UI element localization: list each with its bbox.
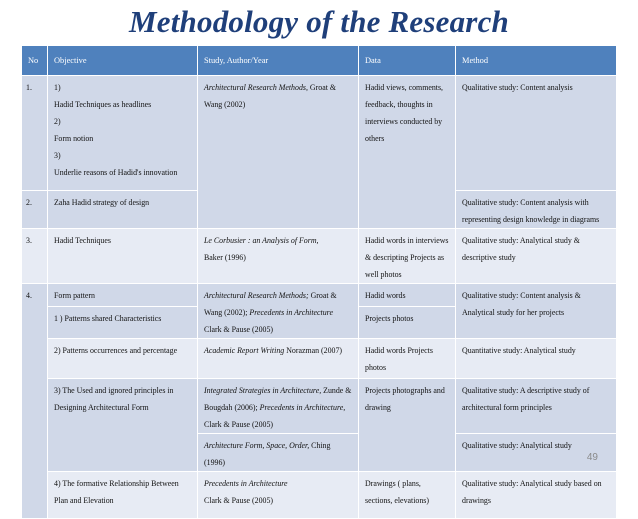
slide-title: Methodology of the Research [129, 4, 509, 39]
data-cell: Hadid words Projects photos [359, 339, 456, 379]
study-cell: Architectural Research Methods; Groat & Wang (2002); Precedents in Architecture Clark & Pause (2005) [198, 284, 359, 339]
table-row [22, 284, 617, 307]
objective-cell: Zaha Hadid strategy of design [48, 191, 198, 229]
row-number: 3. [22, 229, 48, 284]
data-cell: Drawings ( plans, sections, elevations) [359, 472, 456, 519]
header-study: Study, Author/Year [198, 46, 359, 76]
method-cell: Qualitative study: A descriptive study of architectural form principles [456, 379, 617, 434]
objective-cell: Hadid Techniques [48, 229, 198, 284]
objective-cell: 4) The formative Relationship Between Plan and Elevation [48, 472, 198, 519]
table-row [22, 76, 617, 191]
method-cell: Qualitative study: Content analysis & Analytical study for her projects [456, 284, 617, 339]
row-number: 2. [22, 191, 48, 229]
data-cell: Projects photos [359, 306, 456, 338]
row-number: 1. [22, 76, 48, 191]
objective-item: 1)Hadid Techniques as headlines [54, 83, 152, 109]
header-no: No [22, 46, 48, 76]
row-number: 4. [22, 284, 48, 519]
objective-cell: 2) Patterns occurrences and percentage [48, 339, 198, 379]
study-cell: Academic Report Writing Norazman (2007) [198, 339, 359, 379]
data-cell: Projects photographs and drawing [359, 379, 456, 472]
table-header-row [22, 46, 617, 76]
objective-cell: 3) The Used and ignored principles in Designing Architectural Form [48, 379, 198, 472]
page-number: 49 [586, 452, 598, 463]
method-cell: Qualitative study: Content analysis with representing design knowledge in diagrams [456, 191, 617, 229]
method-cell: Qualitative study: Analytical study & descriptive study [456, 229, 617, 284]
method-cell: Qualitative study: Analytical study based on drawings [456, 472, 617, 519]
table-row [22, 379, 617, 434]
header-method: Method [456, 46, 617, 76]
data-cell: Hadid words in interviews & descripting Projects as well photos [359, 229, 456, 284]
objective-cell: 1 ) Patterns shared Characteristics [48, 306, 198, 338]
method-cell: Quantitative study: Analytical study [456, 339, 617, 379]
objective-item: 2)Form notion [54, 117, 94, 143]
method-cell: Qualitative study: Analytical study [456, 434, 617, 472]
study-cell: Precedents in Architecture Clark & Pause (2005) [198, 472, 359, 519]
objective-cell: Form pattern [48, 284, 198, 307]
study-cell: Architecture Form, Space, Order, Ching (1996) [198, 434, 359, 472]
objective-item: 3)Underlie reasons of Hadid's innovation [54, 151, 178, 177]
data-cell: Hadid views, comments, feedback, thoughts in interviews conducted by others [359, 76, 456, 229]
study-cell: Architectural Research Methods, Groat & Wang (2002) [198, 76, 359, 229]
study-cell: Integrated Strategies in Architecture, Zunde & Bougdah (2006); Precedents in Architecture, Clark & Pause (2005) [198, 379, 359, 434]
objective-cell [48, 76, 198, 191]
methodology-table [21, 45, 617, 519]
study-cell: Le Corbusier : an Analysis of Form, Baker (1996) [198, 229, 359, 284]
method-cell: Qualitative study: Content analysis [456, 76, 617, 191]
table-row [22, 229, 617, 284]
data-cell: Hadid words [359, 284, 456, 307]
header-data: Data [359, 46, 456, 76]
table-row [22, 339, 617, 379]
header-objective: Objective [48, 46, 198, 76]
